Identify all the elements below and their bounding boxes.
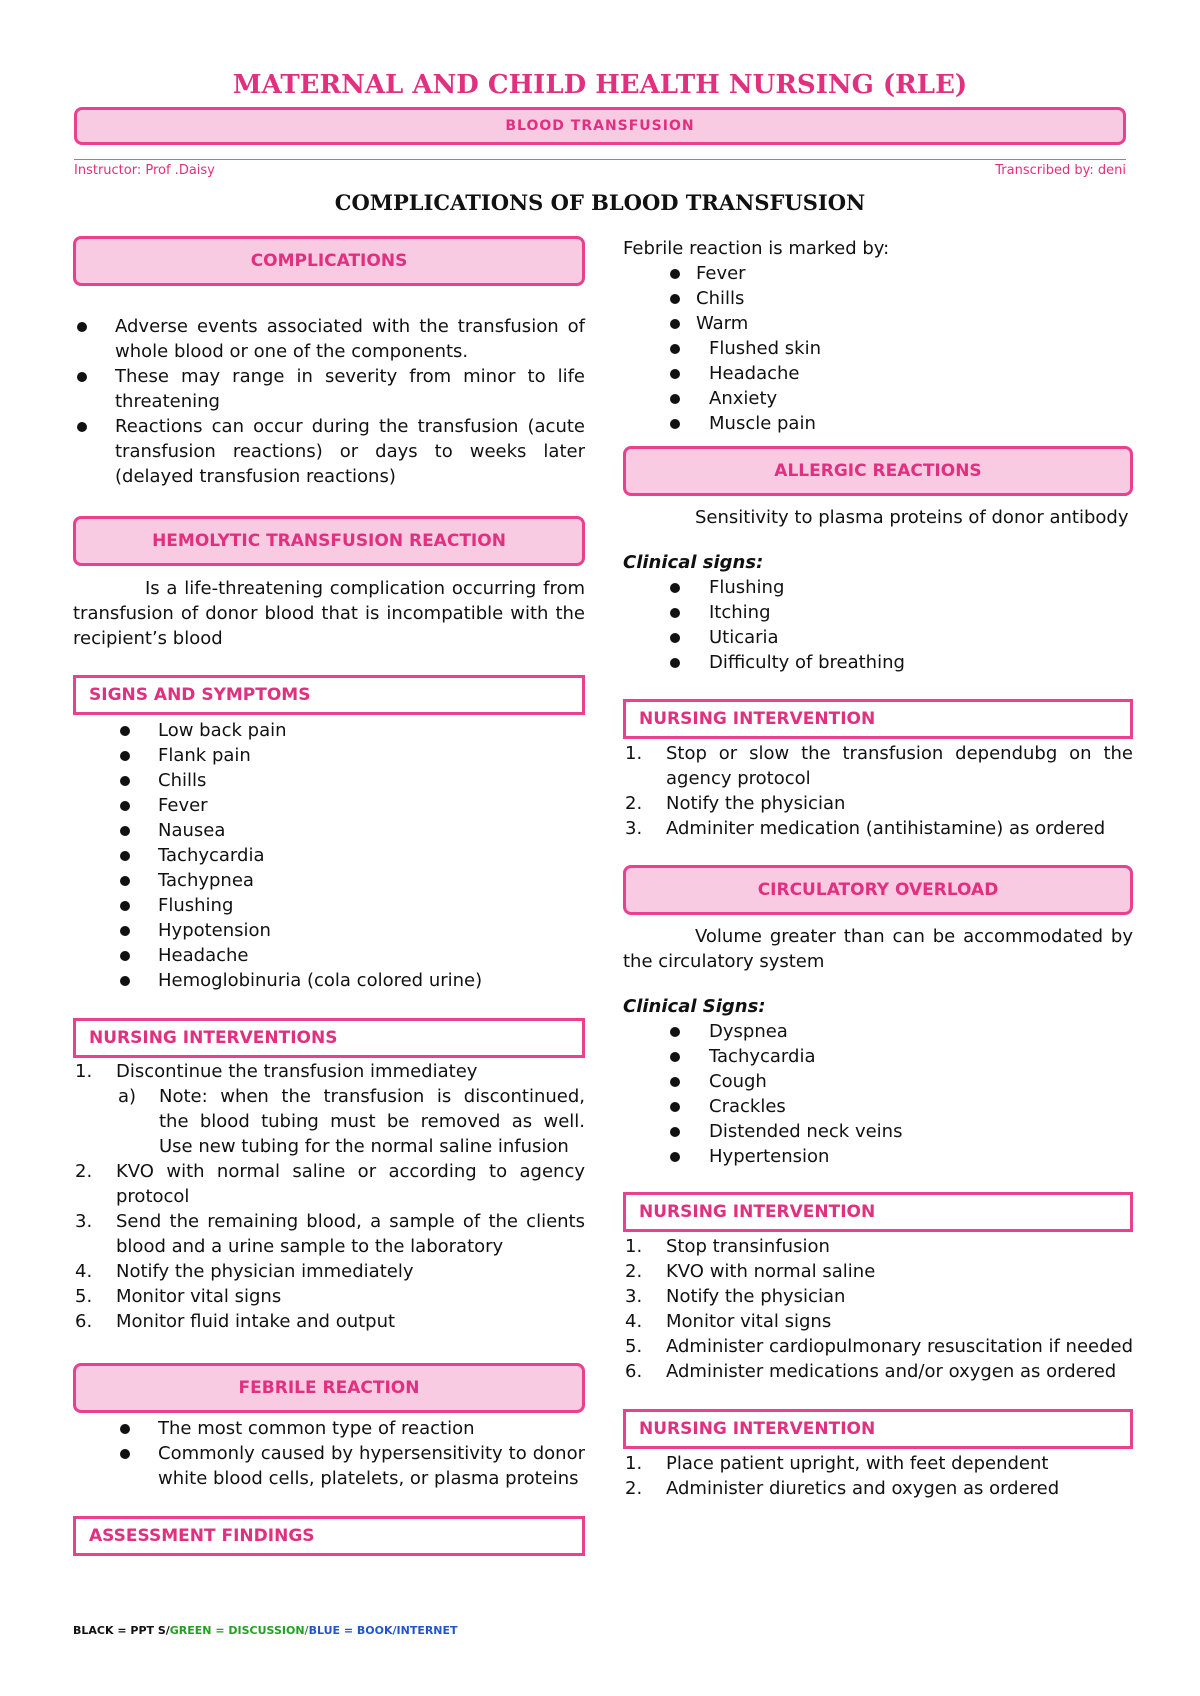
legend-green: GREEN = DISCUSSION/: [169, 1624, 309, 1637]
legend-black: BLACK = PPT S/: [73, 1624, 170, 1637]
list-item: Hypertension: [623, 1144, 1133, 1169]
subject-banner: BLOOD TRANSFUSION: [74, 107, 1126, 145]
list-item: Commonly caused by hypersensitivity to donor white blood cells, platelets, or plasma proteins: [73, 1441, 585, 1491]
list-item: Headache: [623, 361, 1133, 386]
list-item: Nausea: [73, 818, 585, 843]
instructor-label: Instructor: Prof .Daisy: [74, 163, 215, 178]
allergic-intervention-heading: NURSING INTERVENTION: [623, 699, 1133, 739]
list-item: Hemoglobinuria (cola colored urine): [73, 968, 585, 993]
febrile-findings-list: [623, 261, 1133, 336]
legend-blue: BLUE = BOOK/INTERNET: [308, 1624, 458, 1637]
list-item: Distended neck veins: [623, 1119, 1133, 1144]
hemolytic-heading: HEMOLYTIC TRANSFUSION REACTION: [73, 516, 585, 566]
circulatory-intervention-heading: NURSING INTERVENTION: [623, 1192, 1133, 1232]
list-item: 2. Notify the physician: [625, 793, 846, 814]
list-item: Headache: [73, 943, 585, 968]
list-item: 1. Place patient upright, with feet dependent: [625, 1453, 1049, 1474]
list-item: 2. Administer diuretics and oxygen as ordered: [625, 1478, 1060, 1499]
list-item: Chills: [623, 286, 1133, 311]
febrile-findings-list-2: [623, 336, 1133, 436]
list-item: Uticaria: [623, 625, 1133, 650]
list-item: Crackles: [623, 1094, 1133, 1119]
list-item: Muscle pain: [623, 411, 1133, 436]
allergic-description: Sensitivity to plasma proteins of donor antibody: [695, 507, 1129, 528]
list-item: Itching: [623, 600, 1133, 625]
hemolytic-interventions-heading: NURSING INTERVENTIONS: [73, 1018, 585, 1058]
circulatory-interventions-list: [623, 1234, 1133, 1384]
signs-list: [73, 718, 585, 993]
list-item: 4. Notify the physician immediately: [75, 1261, 414, 1282]
list-item: 5. Administer cardiopulmonary resuscitation if needed: [625, 1336, 1134, 1357]
list-item: Reactions can occur during the transfusion (acute transfusion reactions) or days to weeks later (delayed transfusion reactions): [73, 414, 585, 489]
circulatory-intervention2-heading: NURSING INTERVENTION: [623, 1409, 1133, 1449]
list-item: Fever: [73, 793, 585, 818]
list-item: These may range in severity from minor to life threatening: [73, 364, 585, 414]
list-item: Flushed skin: [623, 336, 1133, 361]
list-item: Tachypnea: [73, 868, 585, 893]
list-item: 1. Discontinue the transfusion immediatey a) Note: when the transfusion is discontinued, the blood tubing must be removed as well. Use new tubing for the normal saline infusion: [75, 1061, 585, 1157]
list-item: Warm: [623, 311, 1133, 336]
febrile-heading: FEBRILE REACTION: [73, 1363, 585, 1413]
list-item: 1. Stop transinfusion: [625, 1236, 830, 1257]
febrile-marked-by: Febrile reaction is marked by:: [623, 238, 890, 259]
list-item: 6. Administer medications and/or oxygen as ordered: [625, 1361, 1117, 1382]
assessment-heading: ASSESSMENT FINDINGS: [73, 1516, 585, 1556]
signs-heading: SIGNS AND SYMPTOMS: [73, 675, 585, 715]
list-item: 5. Monitor vital signs: [75, 1286, 282, 1307]
list-item: Flushing: [623, 575, 1133, 600]
allergic-interventions-list: [623, 741, 1133, 841]
left-column: [73, 236, 585, 1556]
header-divider: [74, 159, 1126, 160]
list-item: 2. KVO with normal saline or according to agency protocol: [75, 1161, 585, 1207]
list-item: Flushing: [73, 893, 585, 918]
list-item: Difficulty of breathing: [623, 650, 1133, 675]
circulatory-heading: CIRCULATORY OVERLOAD: [623, 865, 1133, 915]
list-item: 3. Adminiter medication (antihistamine) as ordered: [625, 818, 1106, 839]
list-item: Cough: [623, 1069, 1133, 1094]
main-title: MATERNAL AND CHILD HEALTH NURSING (RLE): [232, 70, 968, 100]
list-item: Low back pain: [73, 718, 585, 743]
list-item: 2. KVO with normal saline: [625, 1261, 876, 1282]
list-item: Chills: [73, 768, 585, 793]
list-item: The most common type of reaction: [73, 1416, 585, 1441]
list-item: Anxiety: [623, 386, 1133, 411]
right-column: [623, 236, 1133, 1501]
hemolytic-description: Is a life-threatening complication occurring from transfusion of donor blood that is incompatible with the recipient’s blood: [73, 578, 585, 649]
list-item: Hypotension: [73, 918, 585, 943]
circulatory-signs-list: [623, 1019, 1133, 1169]
allergic-heading: ALLERGIC REACTIONS: [623, 446, 1133, 496]
list-item: 3. Send the remaining blood, a sample of the clients blood and a urine sample to the laboratory: [75, 1211, 585, 1257]
list-item: 6. Monitor fluid intake and output: [75, 1311, 396, 1332]
list-item: Adverse events associated with the transfusion of whole blood or one of the components.: [73, 314, 585, 364]
note: a) Note: when the transfusion is discontinued, the blood tubing must be removed as well. Use new tubing for the normal saline infusion: [118, 1086, 585, 1157]
color-legend: [73, 1624, 458, 1637]
circulatory-description: Volume greater than can be accommodated by the circulatory system: [623, 926, 1133, 972]
hemolytic-interventions-list: [73, 1059, 585, 1334]
list-item: 1. Stop or slow the transfusion dependubg on the agency protocol: [625, 743, 1133, 789]
list-item: Flank pain: [73, 743, 585, 768]
transcriber-label: Transcribed by: deni: [995, 163, 1126, 178]
complications-heading: COMPLICATIONS: [73, 236, 585, 286]
complications-list: [73, 314, 585, 489]
febrile-list: [73, 1416, 585, 1491]
allergic-signs-label: Clinical signs:: [623, 552, 764, 573]
circulatory-signs-label: Clinical Signs:: [623, 996, 766, 1017]
list-item: Tachycardia: [623, 1044, 1133, 1069]
circulatory-interventions2-list: [623, 1451, 1133, 1501]
list-item: Dyspnea: [623, 1019, 1133, 1044]
document-title: COMPLICATIONS OF BLOOD TRANSFUSION: [334, 190, 866, 215]
list-item: 4. Monitor vital signs: [625, 1311, 832, 1332]
allergic-signs-list: [623, 575, 1133, 675]
list-item: 3. Notify the physician: [625, 1286, 846, 1307]
list-item: Tachycardia: [73, 843, 585, 868]
list-item: Fever: [623, 261, 1133, 286]
